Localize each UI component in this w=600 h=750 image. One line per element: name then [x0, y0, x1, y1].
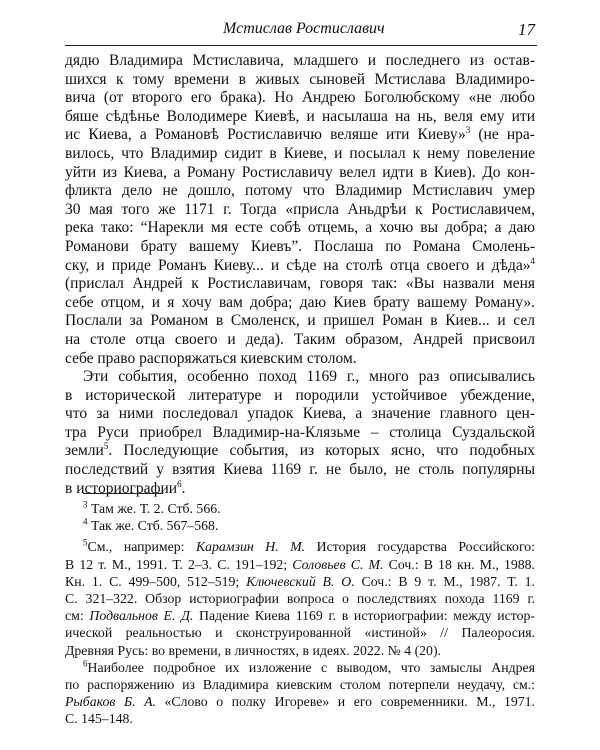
- footnote-ref-6: 6: [177, 478, 182, 489]
- footnote-text: Падение Киева 1169 г. в историографии: между истор-: [193, 608, 536, 624]
- footnote-text: Там же. Т. 2. Стб. 566.: [90, 501, 221, 516]
- running-title: Мстислав Ростиславич: [223, 20, 385, 37]
- text-line: фликта дело не дошло, потому что Владимир Мстиславич умер: [65, 182, 535, 200]
- text-line: последствий у взятия Киева 1169 г. не было, не столь популярны: [65, 461, 535, 479]
- text-line: [65, 126, 535, 145]
- paragraph-2: [65, 368, 535, 498]
- text-line: шихся к тому времени в живых сыновей Мстислава Владимиро-: [65, 70, 535, 88]
- text-segment: . Последующие события, из которых ясно, что подобных: [108, 442, 535, 460]
- footnote-ref-5: 5: [103, 441, 109, 452]
- text-line: на столе отца своего и деда). Таким образом, Андрей присвоил: [65, 330, 535, 348]
- text-line: себе право распоряжаться киевским столом.: [65, 349, 357, 367]
- footnote-line: С. 321–322. Обзор историографии вопроса о последствиях похода 1169 г.: [65, 591, 535, 607]
- text-line: [65, 480, 535, 499]
- text-line: бяше сѣдѣнье Володимере Киевѣ, и насылаша на нь, веля ему ити: [65, 107, 535, 125]
- page-number: 17: [518, 20, 535, 39]
- author-name: Ключевский В. О.: [246, 573, 355, 589]
- text-segment: земли: [65, 442, 104, 460]
- footnote-text: Так же. Стб. 567–568.: [90, 518, 219, 534]
- footnote-ref-4: 4: [530, 255, 535, 266]
- text-line: 30 мая того же 1171 г. Тогда «присла Аньдрѣи к Ростиславичем,: [65, 200, 535, 218]
- text-line: тра Руси приобрел Владимир-на-Клязьме – столица Суздальской: [65, 423, 535, 441]
- text-line: (прислал Андрей к Ростиславичам, говоря так: «Вы назвали меня: [65, 275, 535, 293]
- footnote-text: «Слово о полку Игореве» и его современники. М., 1971.: [155, 694, 535, 710]
- text-segment: в историографии: [65, 479, 178, 497]
- footnote-6: [65, 659, 535, 676]
- footnote-line: С. 145–148.: [65, 711, 133, 727]
- footnote-line: [65, 693, 535, 710]
- footnote-text: См., например:: [87, 539, 196, 555]
- text-line: река тако: “Нарекли мя есте собѣ отцемь, а хочю вы добра; а даю: [65, 219, 535, 237]
- footnote-text: Соч.: В 9 т. М., 1987. Т. 1.: [354, 573, 535, 589]
- footnote-5: [65, 538, 535, 555]
- text-line: вилось, что Владимир сидит в Киеве, и посылал к нему повеление: [65, 144, 535, 162]
- text-line: Эти события, особенно поход 1169 г., много раз описывались: [83, 368, 535, 386]
- footnote-ref-3: 3: [465, 125, 471, 136]
- footnote-line: по распоряжению из Владимира киевским столом потерпели неудачу, см.:: [65, 677, 535, 693]
- text-line: в исторической литературе и породили устойчивое убеждение,: [65, 386, 535, 404]
- text-line: [65, 257, 535, 276]
- main-text: [65, 52, 535, 498]
- text-line: Романови брату вашему Киевъ”. Послаша по Романа Смолень-: [65, 237, 535, 255]
- text-line: Послали за Романом в Смоленск, и пришел Роман в Киев... и сел: [65, 312, 535, 330]
- author-name: Рыбаков Б. А.: [65, 694, 156, 710]
- footnote-line: [65, 573, 535, 590]
- text-segment: (не нра-: [470, 126, 535, 144]
- header-rule: [65, 45, 537, 46]
- footnote-text: Кн. 1. С. 499–500, 512–519;: [65, 573, 247, 589]
- running-header: [65, 20, 535, 44]
- footnote-text: Наиболее подробное их изложение с выводом, что замыслы Андрея: [87, 659, 535, 675]
- footnote-text: Соч.: В 18 кн. М., 1988.: [383, 556, 536, 572]
- footnote-text: см:: [65, 608, 90, 624]
- footnote-4: [65, 517, 535, 534]
- footnote-marker-4: 4: [83, 516, 88, 527]
- text-segment: ис Киева, а Романовѣ Ростиславичю веляше ити Киеву»: [65, 126, 466, 144]
- author-name: Подвальнов Е. Д.: [89, 608, 194, 624]
- footnote-line: Древняя Русь: во времени, в личностях, в идеях. 2022. № 4 (20).: [65, 642, 441, 658]
- footnote-text: В 12 т. М., 1991. Т. 2–3. С. 191–192;: [65, 556, 293, 572]
- footnote-3: [65, 500, 535, 517]
- footnote-rule: [83, 493, 163, 494]
- author-name: Соловьев С. М.: [292, 556, 384, 572]
- text-line: что за ними последовал упадок Киева, а значение главного цен-: [65, 405, 535, 423]
- footnote-text: История государства Российского:: [305, 539, 535, 555]
- footnote-marker-3: 3: [83, 499, 88, 510]
- author-name: Карамзин Н. М.: [195, 539, 306, 555]
- footnote-line: ической реальностью и сконструированной «истиной» // Палеоросия.: [65, 625, 535, 641]
- text-line: себе отцом, и я хочу вам добра; даю Киев брату вашему Роману».: [65, 293, 535, 311]
- text-line: вича (от второго его брака). Но Андрею Боголюбскому «не любо: [65, 89, 535, 107]
- text-line: дядю Владимира Мстиславича, младшего и последнего из остав-: [65, 52, 535, 69]
- footnote-marker-6: 6: [83, 658, 88, 669]
- text-segment: .: [181, 479, 186, 497]
- text-segment: ску, и приде Романъ Киеву... и сѣде на столѣ отца своего и дѣда»: [65, 256, 531, 274]
- footnote-line: [65, 556, 535, 573]
- footnotes: [65, 500, 535, 728]
- text-line: уйти из Киева, а Роману Ростиславичу велел идти в Киев). До кон-: [65, 163, 535, 181]
- text-line: [65, 442, 535, 461]
- footnote-line: [65, 607, 535, 624]
- footnote-marker-5: 5: [83, 537, 88, 548]
- paragraph-1: [65, 52, 535, 368]
